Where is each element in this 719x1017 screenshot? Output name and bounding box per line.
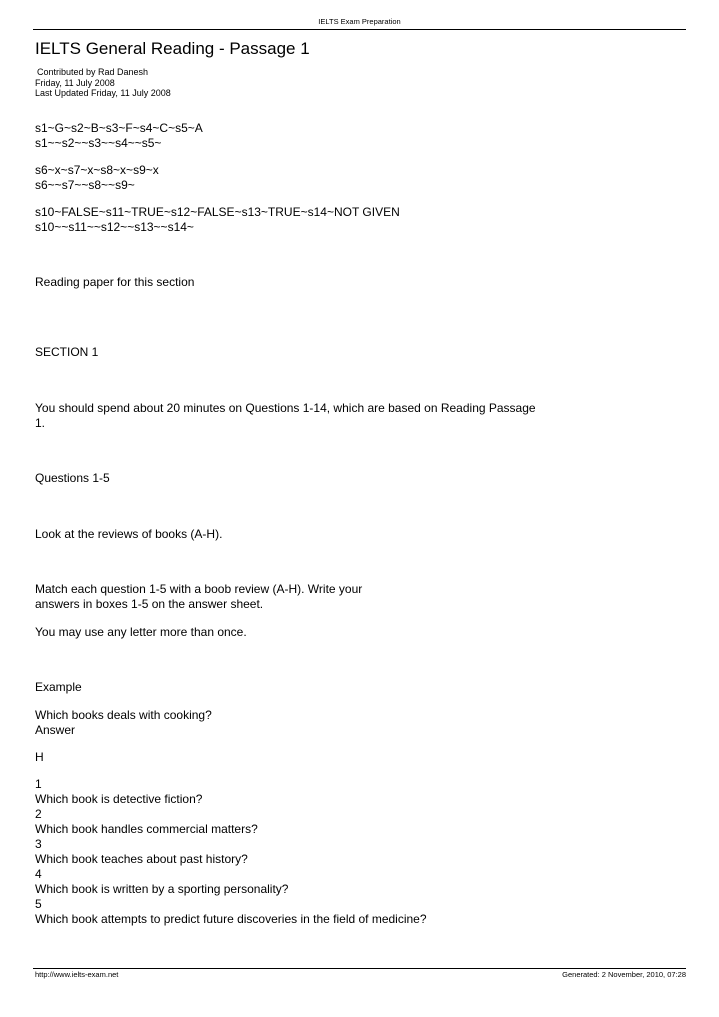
answer-key-line: s10~~s11~~s12~~s13~~s14~ <box>35 220 194 234</box>
answer-key-line: s1~G~s2~B~s3~F~s4~C~s5~A <box>35 121 203 135</box>
answer-label: Answer <box>35 723 76 737</box>
question-text: Which book handles commercial matters? <box>35 822 258 836</box>
any-letter-note: You may use any letter more than once. <box>35 625 247 639</box>
match-line: Match each question 1-5 with a boob review (A-H). Write your <box>35 582 363 596</box>
question-text: Which book is written by a sporting personality? <box>35 882 289 896</box>
answer-key-line: s6~x~s7~x~s8~x~s9~x <box>35 163 159 177</box>
question-number: 5 <box>35 897 42 911</box>
example-answer: H <box>35 750 44 764</box>
match-instruction <box>35 582 575 612</box>
answer-keys <box>35 163 575 193</box>
footer-generated: Generated: 2 November, 2010, 07:28 <box>562 970 686 979</box>
article-meta <box>35 67 171 99</box>
question-text: Which book is detective fiction? <box>35 792 203 806</box>
answer-keys <box>35 205 575 235</box>
header-divider <box>33 29 686 30</box>
answer-key-line: s1~~s2~~s3~~s4~~s5~ <box>35 136 162 150</box>
instructions-line: 1. <box>35 416 46 430</box>
question-text: Which book teaches about past history? <box>35 852 248 866</box>
question-number: 1 <box>35 777 42 791</box>
match-line: answers in boxes 1-5 on the answer sheet. <box>35 597 264 611</box>
instructions-line: You should spend about 20 minutes on Questions 1-14, which are based on Reading Passage <box>35 401 536 415</box>
questions-heading: Questions 1-5 <box>35 471 110 485</box>
footer-divider <box>33 968 686 969</box>
running-header: IELTS Exam Preparation <box>318 17 401 26</box>
question-list <box>35 777 575 927</box>
example-heading: Example <box>35 680 82 694</box>
question-number: 2 <box>35 807 42 821</box>
contributor: Contributed by Rad Danesh <box>37 67 149 77</box>
question-text: Which book attempts to predict future discoveries in the field of medicine? <box>35 912 427 926</box>
page-title: IELTS General Reading - Passage 1 <box>35 39 310 58</box>
answer-key-line: s6~~s7~~s8~~s9~ <box>35 178 135 192</box>
answer-key-line: s10~FALSE~s11~TRUE~s12~FALSE~s13~TRUE~s14~NOT GIVEN <box>35 205 400 219</box>
look-at-instruction: Look at the reviews of books (A-H). <box>35 527 223 541</box>
question-number: 4 <box>35 867 42 881</box>
last-updated: Last Updated Friday, 11 July 2008 <box>35 88 171 98</box>
example-question: Which books deals with cooking? <box>35 708 212 722</box>
instructions <box>35 401 575 431</box>
section-heading: SECTION 1 <box>35 345 99 359</box>
reading-paper-note: Reading paper for this section <box>35 275 195 289</box>
example-block <box>35 708 575 738</box>
answer-keys <box>35 121 575 151</box>
footer-url[interactable]: http://www.ielts-exam.net <box>35 970 119 979</box>
publish-date: Friday, 11 July 2008 <box>35 77 115 88</box>
question-number: 3 <box>35 837 42 851</box>
